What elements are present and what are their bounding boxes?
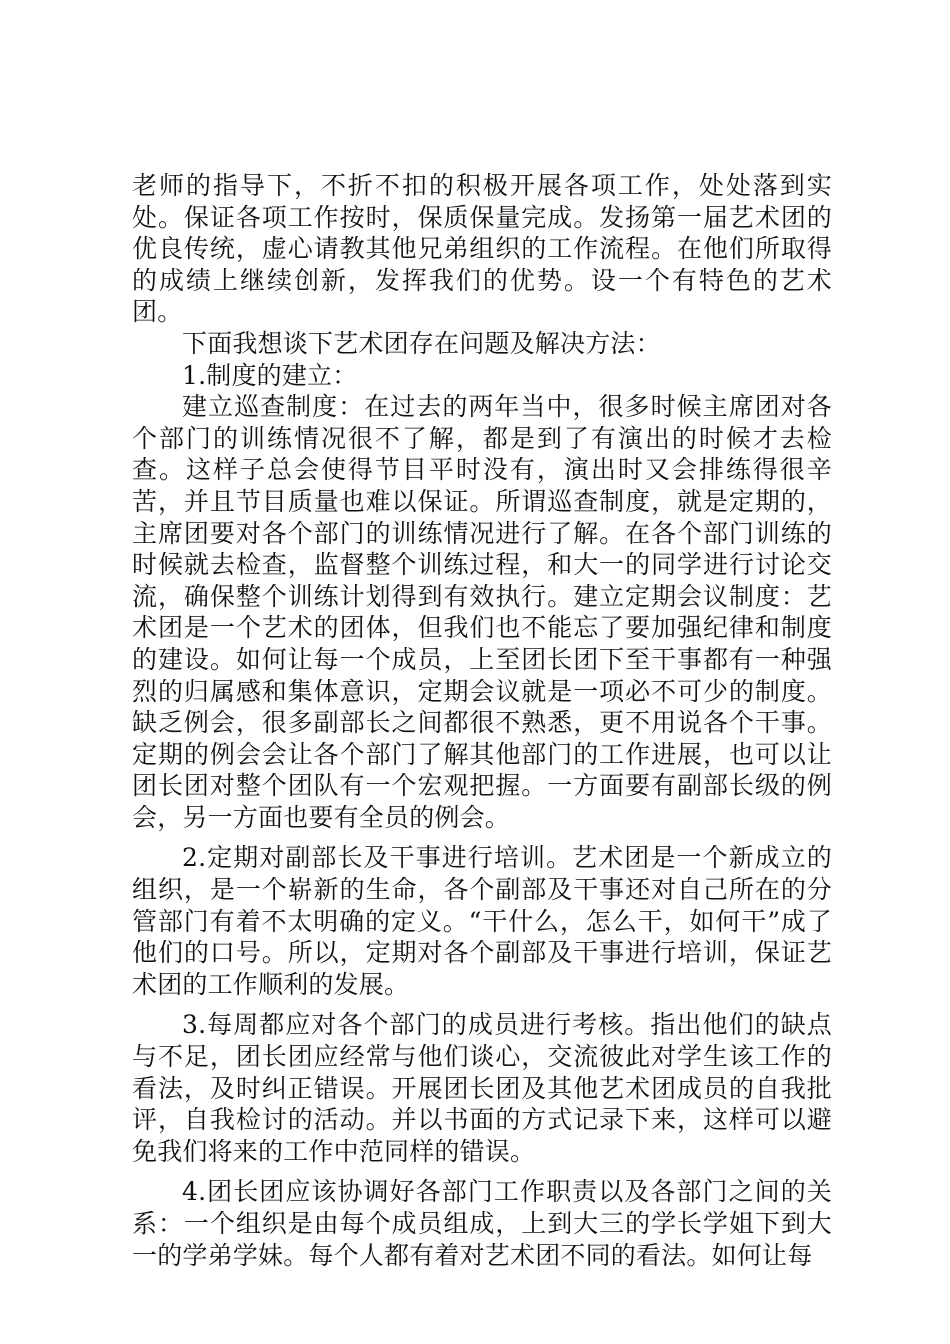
paragraph-problems-heading: 下面我想谈下艺术团存在问题及解决方法： xyxy=(182,328,661,358)
paragraph-inspection-system: 建立巡查制度：在过去的两年当中，很多时候主席团对各个部门的训练情况很不了解，都是到了有演出的时候才去检查。这样子总会使得节目平时没有，演出时又会排练得很辛苦，并且节目质量也难以保证。所谓巡查制度，就是定期的，主席团要对各个部门的训练情况进行了解。在各个部门训练的时候就去检查，监督整个训练过程，和大一的同学进行讨论交流，确保整个训练计划得到有效执行。建立定期会议制度：艺术团是一个艺术的团体，但我们也不能忘了要加强纪律和制度的建设。如何让每一个成员，上至团长团下至干事都有一种强烈的归属感和集体意识，定期会议就是一项必不可少的制度。缺乏例会，很多副部长之间都很不熟悉，更不用说各个干事。定期的例会会让各个部门了解其他部门的工作进展，也可以让团长团对整个团队有一个宏观把握。一方面要有副部长级的例会，另一方面也要有全员的例会。 xyxy=(132,392,832,832)
paragraph-section-3-assessment: 3.每周都应对各个部门的成员进行考核。指出他们的缺点与不足，团长团应经常与他们谈心，交流彼此对学生该工作的看法，及时纠正错误。开展团长团及其他艺术团成员的自我批评，自我检讨的活动。并以书面的方式记录下来，这样可以避免我们将来的工作中范同样的错误。 xyxy=(132,1010,832,1166)
paragraph-section-4-coordination: 4.团长团应该协调好各部门工作职责以及各部门之间的关系：一个组织是由每个成员组成，上到大三的学长学姐下到大一的学弟学妹。每个人都有着对艺术团不同的看法。如何让每 xyxy=(132,1177,832,1270)
paragraph-section-2-training: 2.定期对副部长及干事进行培训。艺术团是一个新成立的组织，是一个崭新的生命，各个副部及干事还对自己所在的分管部门有着不太明确的定义。“干什么，怎么干，如何干”成了他们的口号。所以，定期对各个副部及干事进行培训，保证艺术团的工作顺利的发展。 xyxy=(132,843,832,999)
document-body xyxy=(132,170,832,1271)
paragraph-intro-continuation: 老师的指导下，不折不扣的积极开展各项工作，处处落到实处。保证各项工作按时，保质保量完成。发扬第一届艺术团的优良传统，虚心请教其他兄弟组织的工作流程。在他们所取得的成绩上继续创新，发挥我们的优势。设一个有特色的艺术团。 xyxy=(132,171,832,327)
paragraph-section-1-title: 1.制度的建立： xyxy=(182,360,358,390)
